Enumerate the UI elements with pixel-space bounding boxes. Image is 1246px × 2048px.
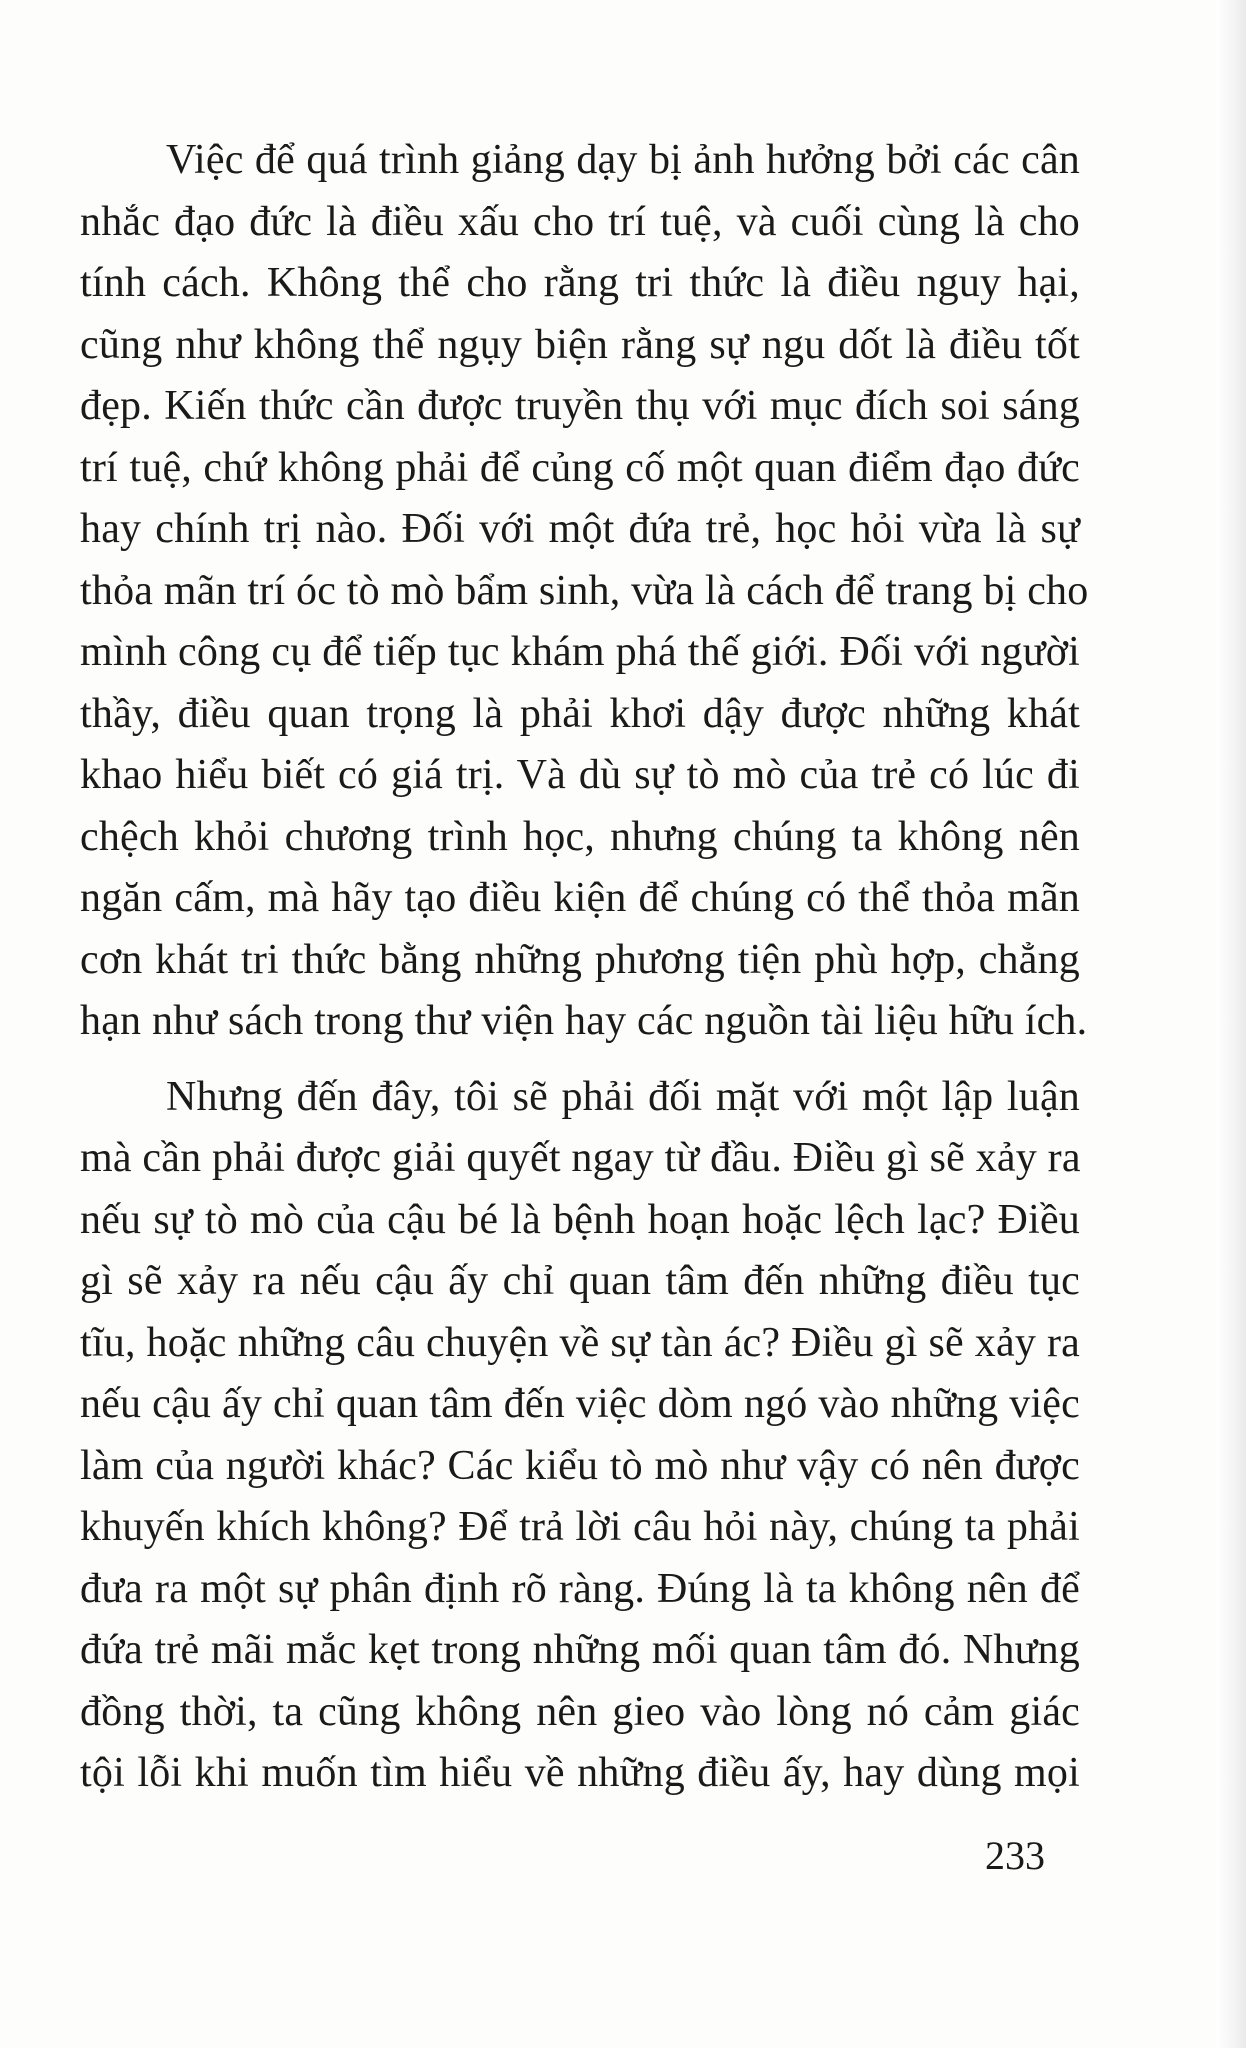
body-text	[80, 130, 1089, 1805]
text-line: trí tuệ, chứ không phải để củng cố một quan điểm đạo đức	[80, 444, 1080, 491]
text-line: làm của người khác? Các kiểu tò mò như vậy có nên được	[80, 1442, 1080, 1489]
text-line: nhắc đạo đức là điều xấu cho trí tuệ, và cuối cùng là cho	[80, 198, 1080, 245]
text-line: đưa ra một sự phân định rõ ràng. Đúng là ta không nên để	[80, 1565, 1080, 1612]
text-line: đồng thời, ta cũng không nên gieo vào lòng nó cảm giác	[80, 1688, 1080, 1735]
text-line: thầy, điều quan trọng là phải khơi dậy được những khát	[80, 690, 1080, 737]
text-line: khuyến khích không? Để trả lời câu hỏi này, chúng ta phải	[80, 1504, 1080, 1550]
page-number: 233	[985, 1833, 1045, 1878]
text-line: tội lỗi khi muốn tìm hiểu về những điều ấy, hay dùng mọi	[80, 1750, 1080, 1796]
text-line: khao hiểu biết có giá trị. Và dù sự tò mò của trẻ có lúc đi	[80, 752, 1080, 798]
text-line: mà cần phải được giải quyết ngay từ đầu. Điều gì sẽ xảy ra	[80, 1135, 1081, 1181]
text-line: đứa trẻ mãi mắc kẹt trong những mối quan tâm đó. Nhưng	[80, 1627, 1080, 1673]
text-line: Nhưng đến đây, tôi sẽ phải đối mặt với một lập luận	[166, 1073, 1080, 1120]
text-line: đẹp. Kiến thức cần được truyền thụ với mục đích soi sáng	[80, 383, 1080, 429]
paragraph-spacer	[80, 1053, 1080, 1067]
page-edge-shadow	[1216, 0, 1246, 2048]
text-line: tĩu, hoặc những câu chuyện về sự tàn ác? Điều gì sẽ xảy ra	[80, 1319, 1080, 1366]
paragraph-1	[80, 130, 1089, 1053]
text-line: ngăn cấm, mà hãy tạo điều kiện để chúng có thể thỏa mãn	[80, 875, 1080, 921]
text-line: hay chính trị nào. Đối với một đứa trẻ, học hỏi vừa là sự	[80, 506, 1080, 552]
text-line: nếu sự tò mò của cậu bé là bệnh hoạn hoặc lệch lạc? Điều	[80, 1196, 1080, 1243]
paragraph-2	[80, 1067, 1080, 1805]
text-line: nếu cậu ấy chỉ quan tâm đến việc dòm ngó vào những việc	[80, 1381, 1080, 1427]
text-line: chệch khỏi chương trình học, nhưng chúng ta không nên	[80, 813, 1080, 860]
text-line: cũng như không thể ngụy biện rằng sự ngu dốt là điều tốt	[80, 321, 1080, 368]
text-line: tính cách. Không thể cho rằng tri thức là điều nguy hại,	[80, 260, 1080, 306]
text-line: cơn khát tri thức bằng những phương tiện phù hợp, chẳng	[80, 936, 1080, 983]
text-line: mình công cụ để tiếp tục khám phá thế giới. Đối với người	[80, 629, 1080, 675]
text-line: gì sẽ xảy ra nếu cậu ấy chỉ quan tâm đến những điều tục	[80, 1258, 1080, 1304]
text-line: Việc để quá trình giảng dạy bị ảnh hưởng bởi các cân	[166, 137, 1080, 183]
text-line: hạn như sách trong thư viện hay các nguồn tài liệu hữu ích.	[80, 998, 1088, 1044]
text-line: thỏa mãn trí óc tò mò bẩm sinh, vừa là cách để trang bị cho	[80, 567, 1089, 614]
